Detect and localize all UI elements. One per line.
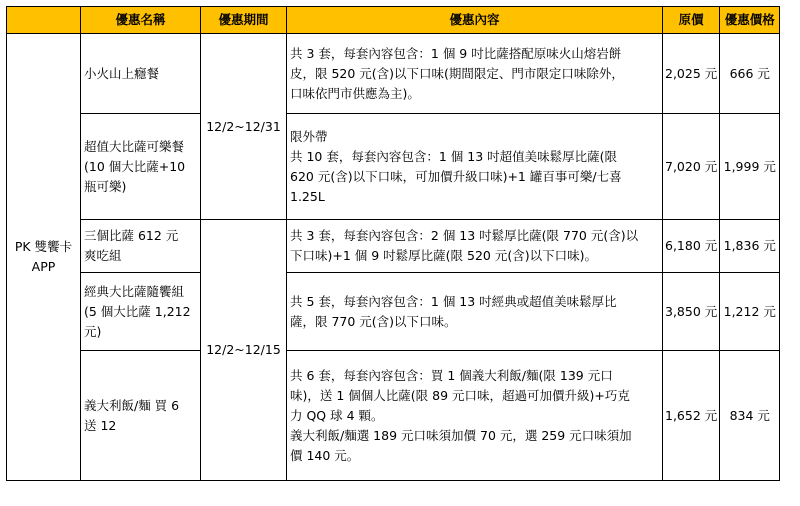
content-line: 口味依門市供應為主)。 bbox=[290, 85, 420, 101]
platform-line: PK 雙饗卡 bbox=[14, 239, 73, 254]
content-line: 力 QQ 球 4 顆。 bbox=[290, 407, 384, 423]
content-line: 共 3 套，每套內容包含：2 個 13 吋鬆厚比薩(限 770 元(含)以 bbox=[290, 228, 639, 243]
offer-name-line: 經典大比薩隨饗組 bbox=[84, 283, 185, 299]
offer-content bbox=[287, 273, 663, 351]
promo-price: 666 元 bbox=[720, 34, 780, 114]
content-line: 共 10 套，每套內容包含：1 個 13 吋超值美味鬆厚比薩(限 bbox=[290, 148, 618, 164]
header-blank bbox=[7, 7, 81, 34]
content-line: 薩，限 770 元(含)以下口味。 bbox=[290, 313, 457, 329]
offer-name-line: 瓶可樂) bbox=[84, 178, 127, 194]
offer-period bbox=[201, 220, 287, 481]
offer-name-line: (10 個大比薩+10 bbox=[84, 158, 186, 174]
period-text: 12/2~12/31 bbox=[206, 118, 281, 134]
content-line: 620 元(含)以下口味，可加價升級口味)+1 罐百事可樂/七喜 bbox=[290, 168, 622, 184]
content-line: 下口味)+1 個 9 吋鬆厚比薩(限 520 元(含)以下口味)。 bbox=[290, 248, 597, 263]
promo-price: 1,212 元 bbox=[720, 273, 780, 351]
offer-name-line: 爽吃組 bbox=[84, 248, 122, 263]
header-row bbox=[7, 7, 780, 34]
header-original-price: 原價 bbox=[663, 7, 720, 34]
original-price: 7,020 元 bbox=[663, 114, 720, 220]
original-price: 3,850 元 bbox=[663, 273, 720, 351]
content-line: 味)，送 1 個個人比薩(限 89 元口味，超過可加價升級)+巧克 bbox=[290, 387, 630, 403]
header-content: 優惠內容 bbox=[287, 7, 663, 34]
table-row bbox=[7, 273, 780, 351]
content-line: 義大利飯/麵選 189 元口味須加價 70 元，選 259 元口味須加 bbox=[290, 427, 632, 443]
table-row bbox=[7, 114, 780, 220]
offer-name-line: 三個比薩 612 元 bbox=[84, 228, 179, 243]
offer-name-line: 義大利飯/麵 買 6 bbox=[84, 397, 180, 413]
original-price: 1,652 元 bbox=[663, 351, 720, 481]
header-promo-price: 優惠價格 bbox=[720, 7, 780, 34]
content-line: 共 3 套，每套內容包含：1 個 9 吋比薩搭配原味火山熔岩餅 bbox=[290, 45, 622, 61]
platform-cell bbox=[7, 34, 81, 481]
content-line: 皮，限 520 元(含)以下口味(期間限定、門市限定口味除外， bbox=[290, 65, 624, 81]
header-name: 優惠名稱 bbox=[81, 7, 201, 34]
offer-name bbox=[81, 273, 201, 351]
table-row bbox=[7, 34, 780, 114]
content-line: 1.25L bbox=[290, 188, 325, 204]
offer-name bbox=[81, 114, 201, 220]
promo-table-wrapper bbox=[6, 6, 780, 481]
original-price: 6,180 元 bbox=[663, 220, 720, 273]
offer-name bbox=[81, 220, 201, 273]
promo-price: 1,999 元 bbox=[720, 114, 780, 220]
platform-line: APP bbox=[31, 259, 56, 274]
offer-name-line: (5 個大比薩 1,212 bbox=[84, 303, 191, 319]
offer-name-line: 小火山上癮餐 bbox=[84, 65, 160, 81]
offer-name-line: 超值大比薩可樂餐 bbox=[84, 138, 185, 154]
content-line: 共 5 套，每套內容包含：1 個 13 吋經典或超值美味鬆厚比 bbox=[290, 293, 617, 309]
original-price: 2,025 元 bbox=[663, 34, 720, 114]
header-period: 優惠期間 bbox=[201, 7, 287, 34]
offer-name bbox=[81, 34, 201, 114]
table-row bbox=[7, 220, 780, 273]
content-line: 共 6 套，每套內容包含：買 1 個義大利飯/麵(限 139 元口 bbox=[290, 367, 613, 383]
period-text: 12/2~12/15 bbox=[206, 342, 281, 357]
content-line: 價 140 元。 bbox=[290, 447, 360, 463]
offer-name-line: 送 12 bbox=[84, 417, 117, 433]
promo-table bbox=[6, 6, 780, 481]
table-row bbox=[7, 351, 780, 481]
promo-price: 1,836 元 bbox=[720, 220, 780, 273]
promo-price: 834 元 bbox=[720, 351, 780, 481]
offer-content bbox=[287, 34, 663, 114]
offer-name bbox=[81, 351, 201, 481]
offer-name-line: 元) bbox=[84, 323, 102, 339]
offer-period bbox=[201, 34, 287, 220]
offer-content bbox=[287, 351, 663, 481]
offer-content bbox=[287, 114, 663, 220]
offer-content bbox=[287, 220, 663, 273]
content-line: 限外帶 bbox=[290, 128, 328, 144]
